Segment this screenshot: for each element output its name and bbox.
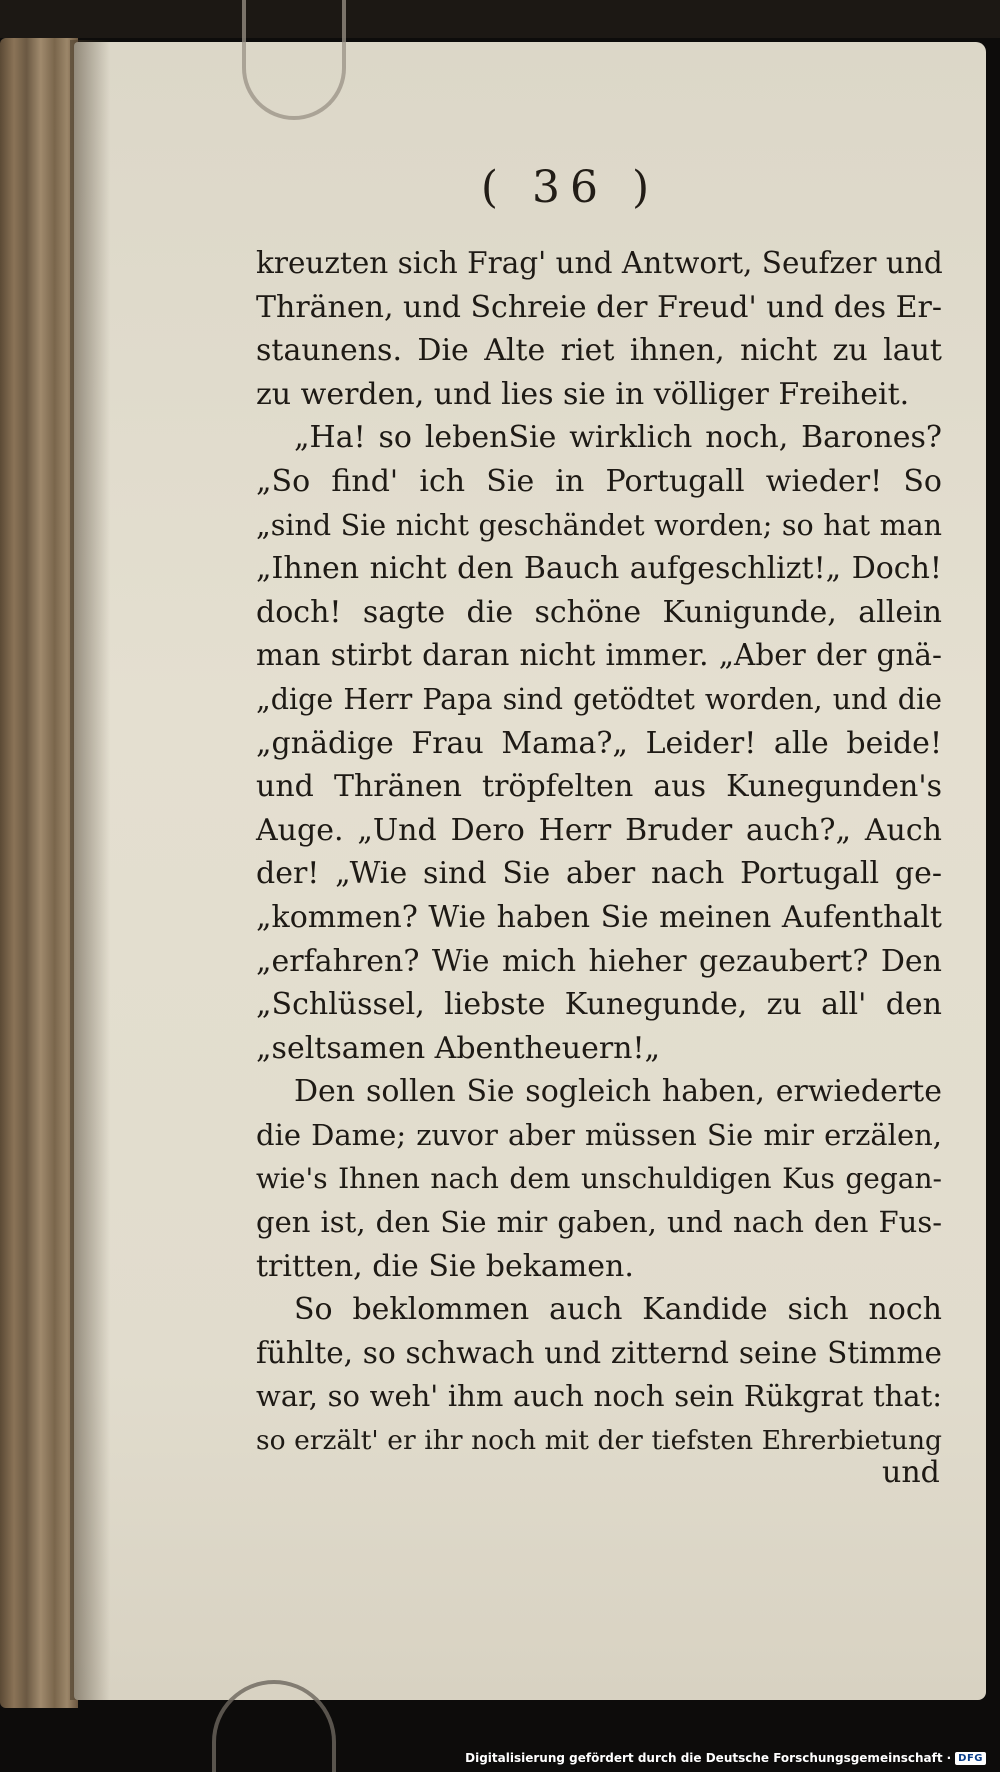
text-line: „Ihnen nicht den Bauch aufgeschlizt!„ Doch!	[256, 551, 942, 587]
gutter-shadow	[70, 40, 110, 1700]
paperclip-top-icon	[242, 0, 346, 120]
text-line: „So find' ich Sie in Portugall wieder! So	[256, 463, 942, 499]
text-line: und Thränen tröpfelten aus Kunegunden's	[256, 769, 942, 805]
text-line: man stirbt daran nicht immer. „Aber der gnä-	[256, 638, 942, 673]
dfg-logo-icon[interactable]: DFG	[955, 1752, 986, 1765]
text-line: „kommen? Wie haben Sie meinen Aufenthalt	[256, 899, 942, 935]
text-line: „sind Sie nicht geschändet worden; so hat man	[256, 508, 942, 542]
dash-separator: ·	[946, 1751, 952, 1765]
book-page-edges	[0, 38, 78, 1708]
text-line: war, so weh' ihm auch noch sein Rükgrat that:	[256, 1379, 942, 1414]
text-line: „gnädige Frau Mama?„ Leider! alle beide!	[256, 725, 942, 761]
text-line: Den sollen Sie sogleich haben, erwiederte	[294, 1074, 942, 1110]
text-line: wie's Ihnen nach dem unschuldigen Kus gegan-	[256, 1162, 942, 1196]
text-line: „Ha! so lebenSie wirklich noch, Barones?	[294, 420, 942, 456]
body-text	[256, 242, 942, 1463]
text-line: doch! sagte die schöne Kunigunde, allein	[256, 594, 942, 630]
text-line: staunens. Die Alte riet ihnen, nicht zu laut	[256, 333, 942, 369]
scan-top-border	[0, 0, 1000, 38]
text-line: so erzält' er ihr noch mit der tiefsten Ehrerbietung	[256, 1425, 942, 1457]
text-line: „seltsamen Abentheuern!„	[256, 1030, 661, 1066]
text-line: tritten, die Sie bekamen.	[256, 1248, 634, 1284]
page-number: ( 36 )	[480, 162, 660, 213]
catchword: und	[882, 1455, 940, 1490]
credit-text: Digitalisierung gefördert durch die Deutsche Forschungsgemeinschaft	[465, 1751, 943, 1765]
text-line: „dige Herr Papa sind getödtet worden, und die	[256, 682, 942, 716]
text-line: „erfahren? Wie mich hieher gezaubert? Den	[256, 943, 942, 979]
text-line: die Dame; zuvor aber müssen Sie mir erzälen,	[256, 1117, 942, 1152]
digitization-credit	[465, 1748, 986, 1768]
text-line: Auge. „Und Dero Herr Bruder auch?„ Auch	[256, 812, 942, 848]
text-line: So beklommen auch Kandide sich noch	[294, 1292, 942, 1328]
text-line: fühlte, so schwach und zitternd seine Stimme	[256, 1335, 942, 1370]
text-line: „Schlüssel, liebste Kunegunde, zu all' den	[256, 987, 942, 1023]
text-line: kreuzten sich Frag' und Antwort, Seufzer und	[256, 246, 943, 280]
text-line: Thränen, und Schreie der Freud' und des Er-	[256, 289, 942, 325]
text-line: der! „Wie sind Sie aber nach Portugall ge-	[256, 856, 942, 892]
text-line: zu werden, und lies sie in völliger Freiheit.	[256, 376, 910, 412]
text-line: gen ist, den Sie mir gaben, und nach den Fus-	[256, 1205, 942, 1240]
